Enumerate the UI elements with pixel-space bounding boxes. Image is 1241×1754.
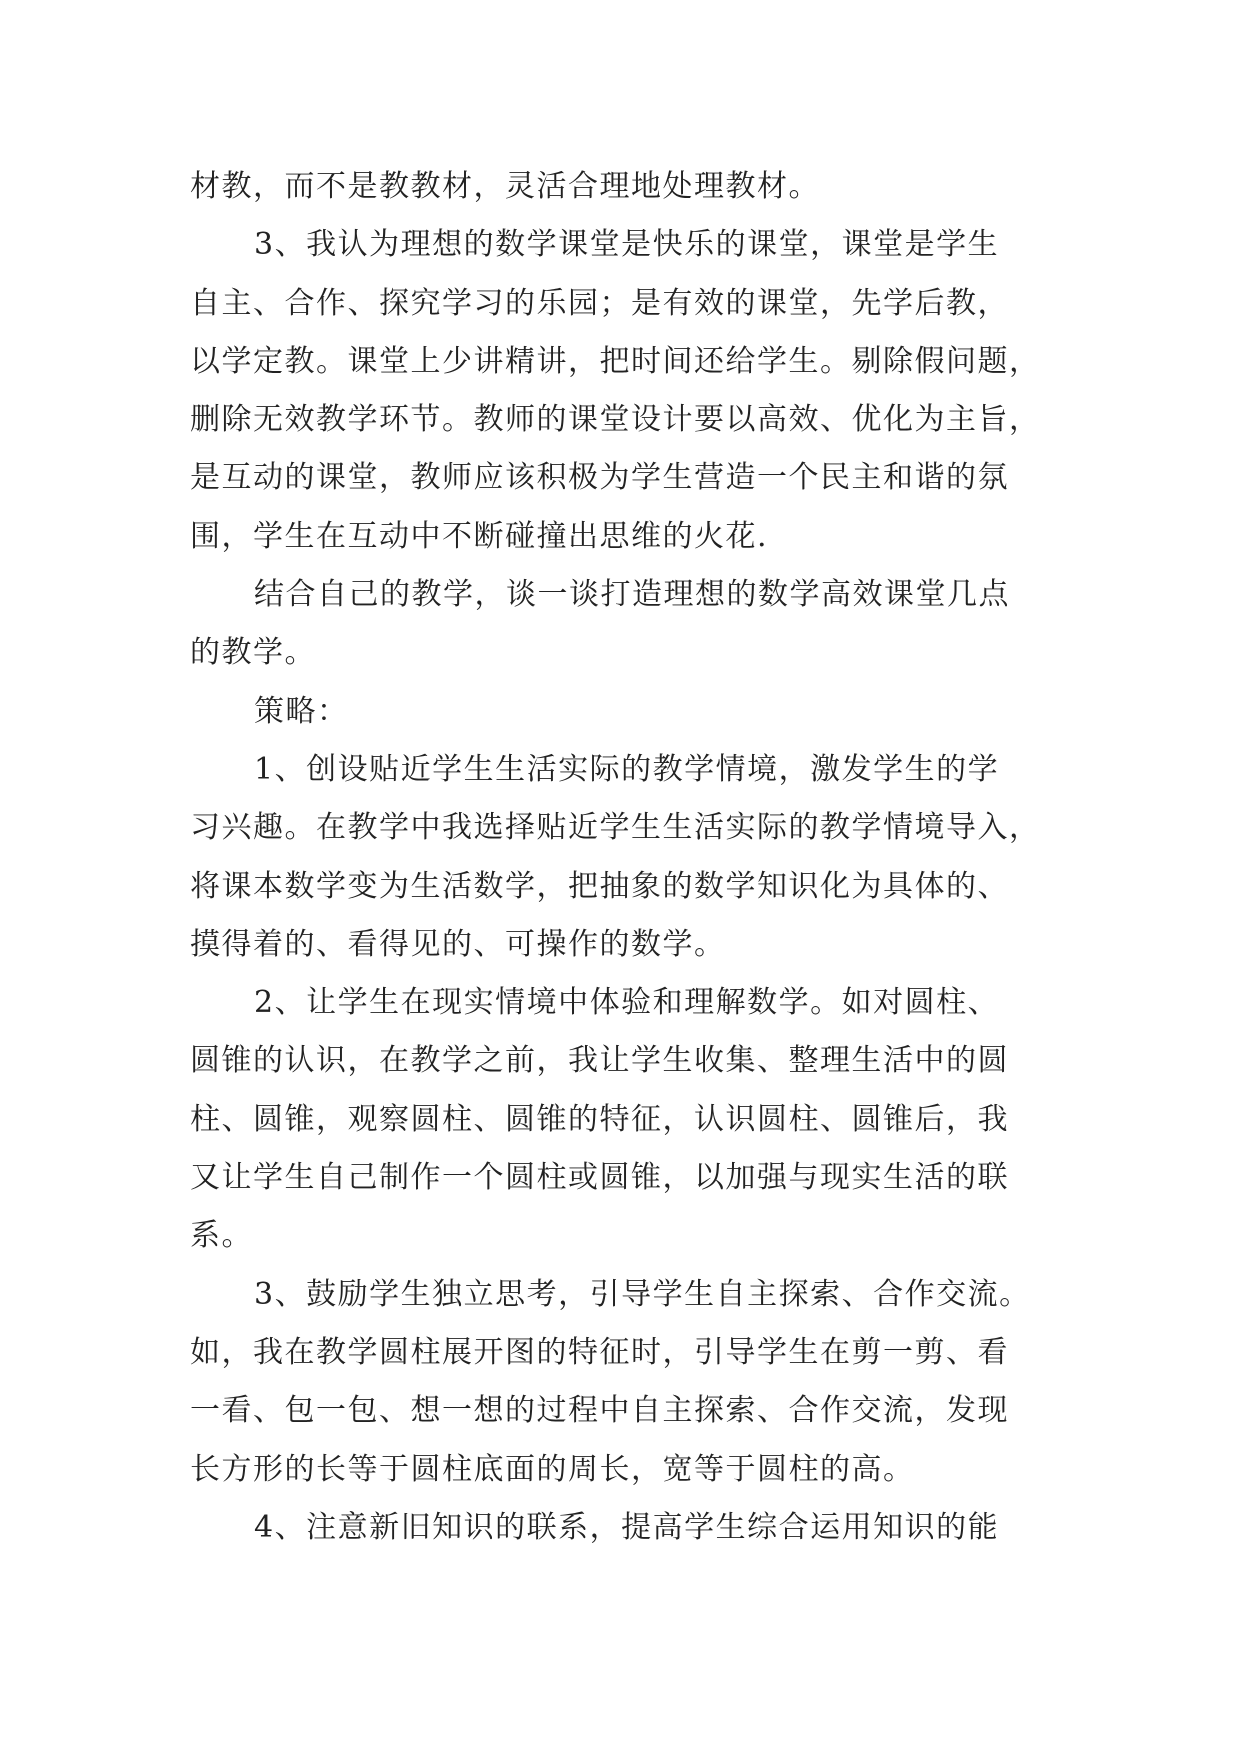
text-line: 系。 [190, 1218, 253, 1254]
text-line: 自主、合作、探究学习的乐园；是有效的课堂，先学后教， [190, 285, 1009, 321]
text-line: 围，学生在互动中不断碰撞出思维的火花. [190, 518, 769, 554]
text-line: 摸得着的、看得见的、可操作的数学。 [190, 926, 726, 962]
text-line: 3、鼓励学生独立思考，引导学生自主探索、合作交流。 [254, 1276, 1031, 1312]
text-line: 2、让学生在现实情境中体验和理解数学。如对圆柱、 [254, 985, 1000, 1021]
text-line: 圆锥的认识，在教学之前，我让学生收集、整理生活中的圆 [190, 1043, 1009, 1079]
body-text [190, 158, 1054, 1557]
text-line: 一看、包一包、想一想的过程中自主探索、合作交流，发现 [190, 1393, 1009, 1429]
text-line: 如，我在教学圆柱展开图的特征时，引导学生在剪一剪、看 [190, 1334, 1009, 1370]
text-line: 以学定教。课堂上少讲精讲，把时间还给学生。剔除假问题， [190, 343, 1041, 379]
text-line: 是互动的课堂，教师应该积极为学生营造一个民主和谐的氛 [190, 460, 1009, 496]
text-line: 1、创设贴近学生生活实际的教学情境，激发学生的学 [254, 751, 1000, 787]
text-line: 长方形的长等于圆柱底面的周长，宽等于圆柱的高。 [190, 1451, 915, 1487]
text-line: 的教学。 [190, 635, 316, 671]
text-line: 将课本数学变为生活数学，把抽象的数学知识化为具体的、 [190, 868, 1009, 904]
text-line: 又让学生自己制作一个圆柱或圆锥，以加强与现实生活的联 [190, 1160, 1009, 1196]
text-line: 习兴趣。在教学中我选择贴近学生生活实际的教学情境导入， [190, 810, 1041, 846]
text-line: 结合自己的教学，谈一谈打造理想的数学高效课堂几点 [254, 577, 1010, 613]
text-line: 3、我认为理想的数学课堂是快乐的课堂，课堂是学生 [254, 227, 1000, 263]
text-line: 柱、圆锥，观察圆柱、圆锥的特征，认识圆柱、圆锥后，我 [190, 1101, 1009, 1137]
text-line: 4、注意新旧知识的联系，提高学生综合运用知识的能 [254, 1509, 1000, 1545]
text-line: 策略： [254, 693, 349, 729]
text-line: 材教，而不是教教材，灵活合理地处理教材。 [190, 169, 820, 204]
text-line: 删除无效教学环节。教师的课堂设计要以高效、优化为主旨， [190, 402, 1041, 438]
